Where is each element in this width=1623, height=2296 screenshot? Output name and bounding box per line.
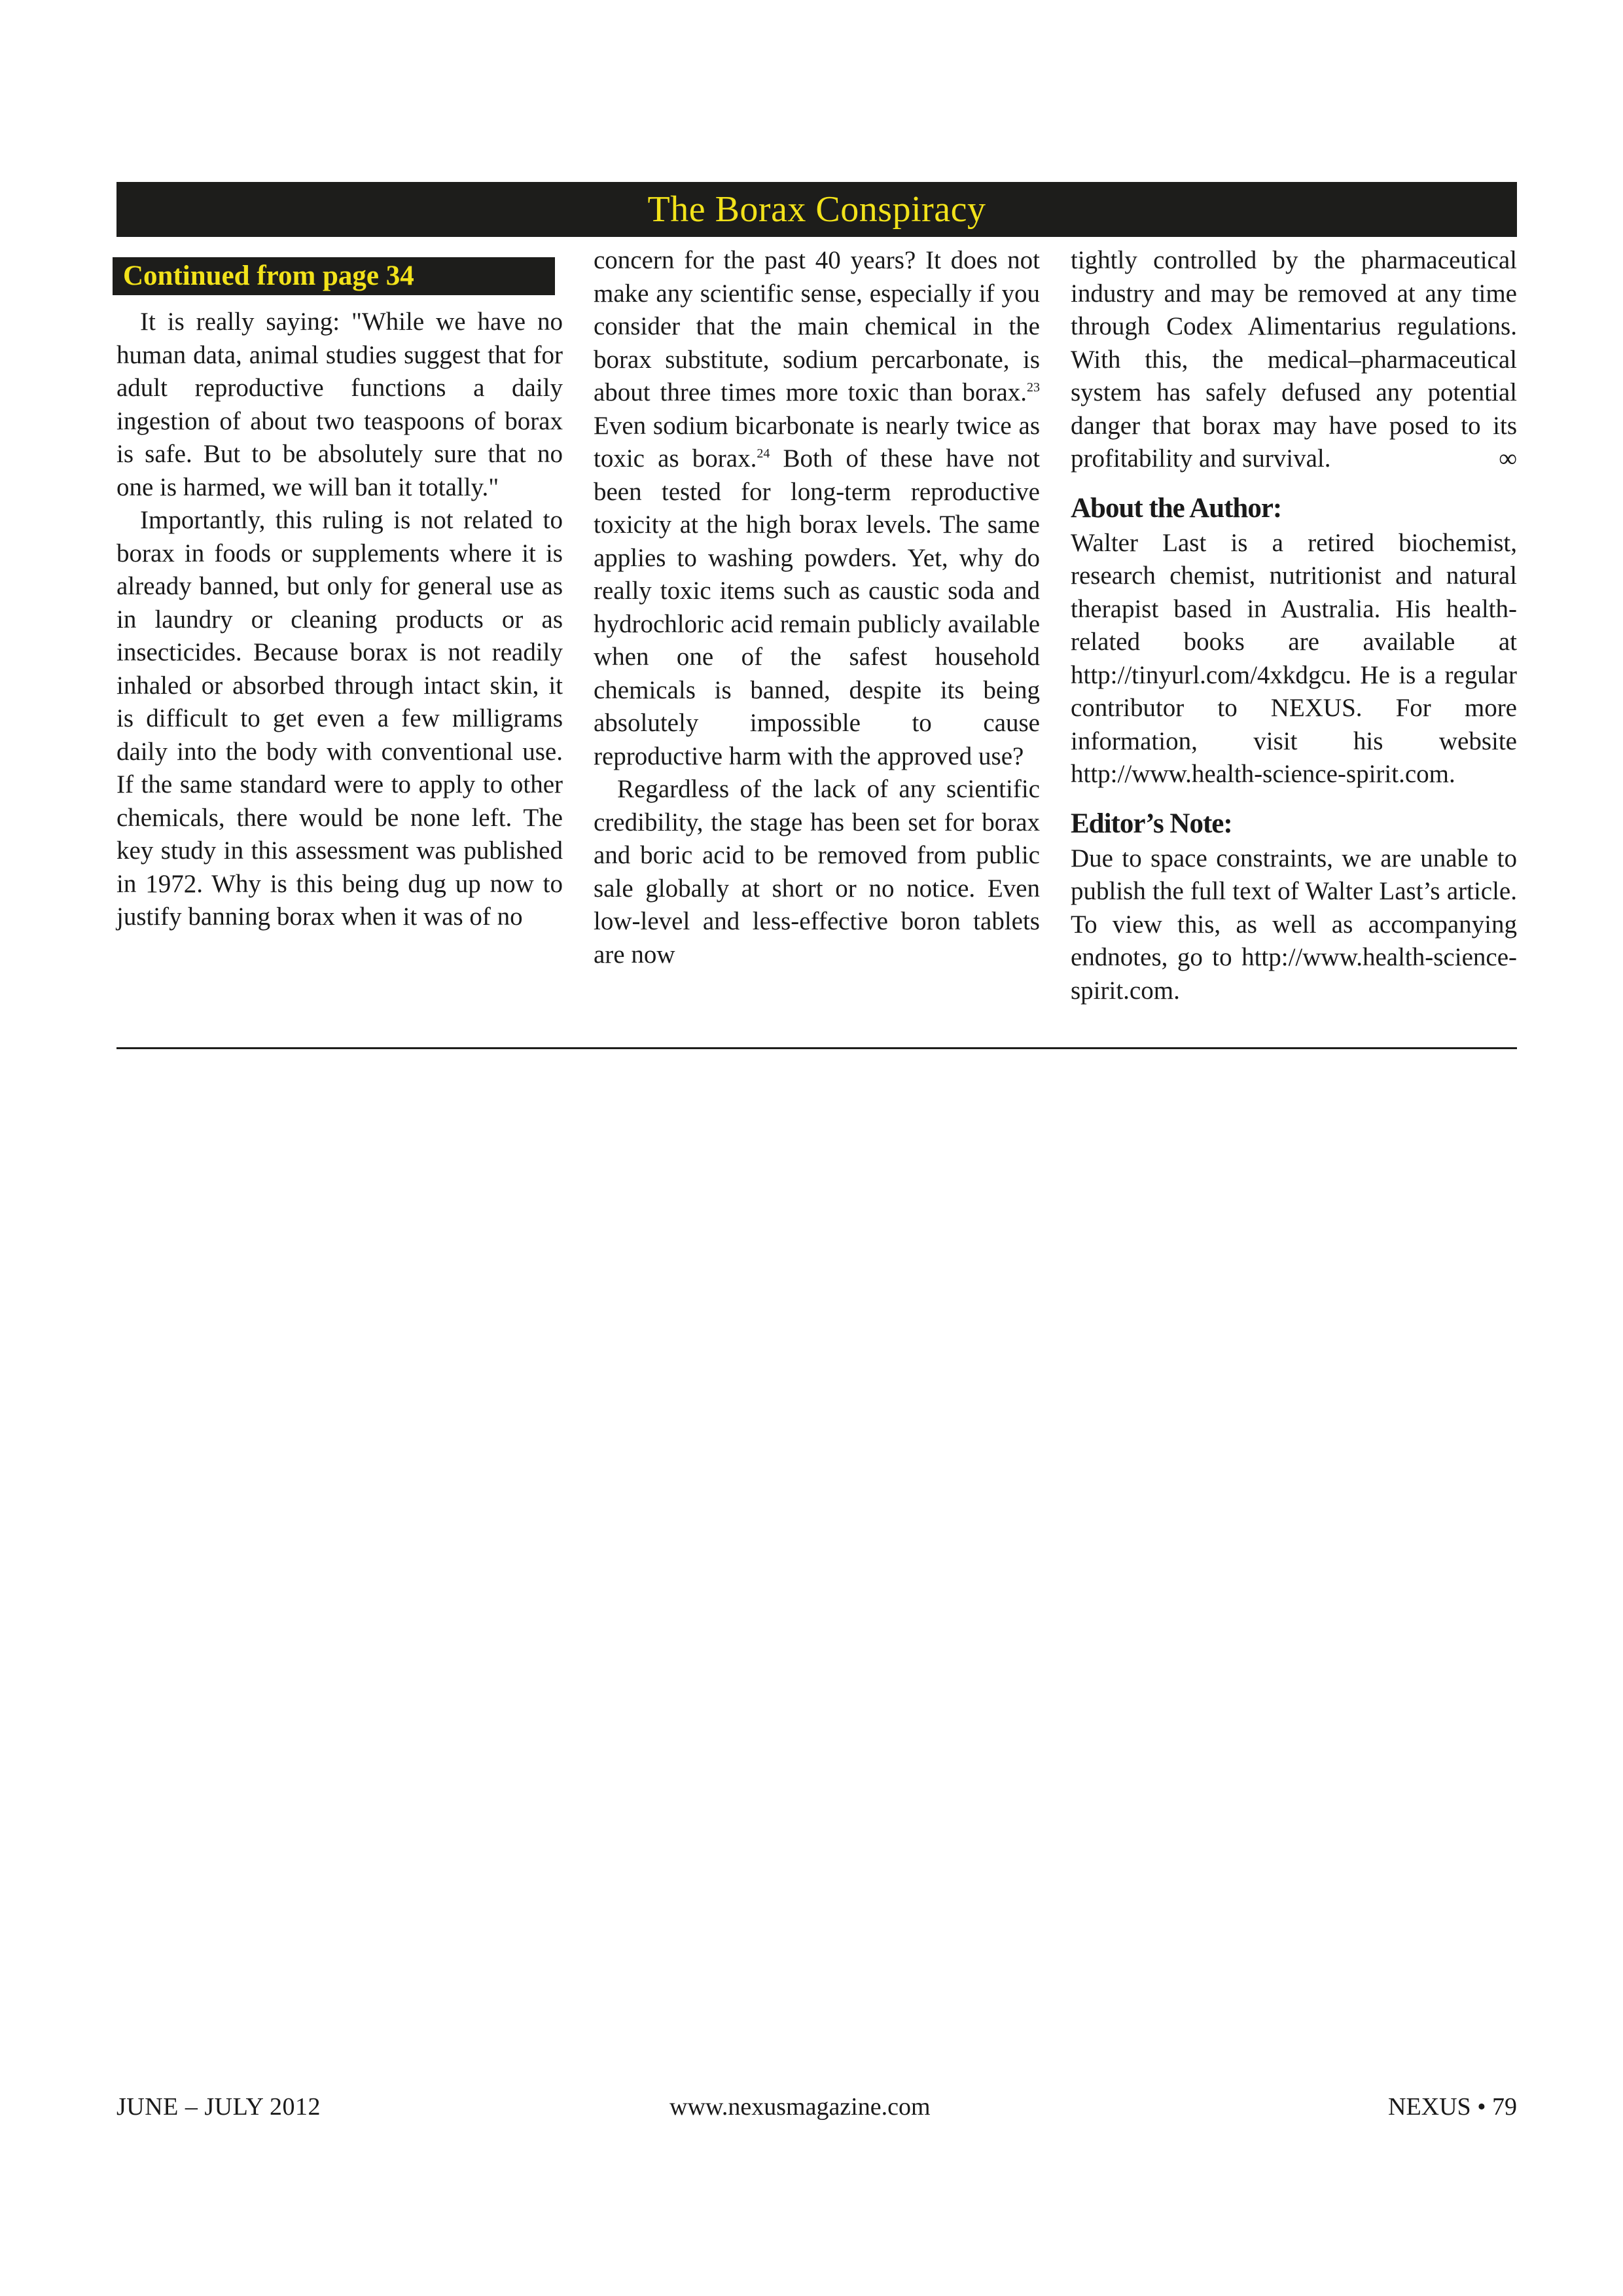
column-1: [116, 244, 563, 934]
column-2-text-a: concern for the past 40 years? It does not make any scientific sense, especially if you consider that the main chemical in the borax substitute, sodium percarbonate, is about three times more toxic than borax.: [594, 246, 1040, 406]
about-author-heading: About the Author:: [1071, 492, 1282, 524]
column-2-paragraph-2: Regardless of the lack of any scientific credibility, the stage has been set for borax and boric acid to be removed from public sale globally at short or no notice. Even low-level and less-effective boron tablets are now: [594, 775, 1040, 969]
article-end-rule: [116, 1047, 1517, 1049]
column-2: [594, 244, 1040, 971]
column-2-text-b: Even sodium bicarbonate is nearly twice as toxic as borax.: [594, 411, 1040, 473]
article-columns: [116, 244, 1517, 1043]
column-2-paragraph-1: [594, 244, 1040, 773]
column-1-paragraph-2: Importantly, this ruling is not related to borax in foods or supplements where it is already banned, but only for general use as in laundry or cleaning products or as insecticides. Because borax is not readily inhaled or absorbed through intact skin, it is difficult to get even a few milligrams daily into the body with conventional use. If the same standard were to apply to other chemicals, there would be none left. The key study in this assessment was published in 1972. Why is this being dug up now to justify banning borax when it was of no: [116, 506, 563, 931]
footer-issue-date: JUNE – JULY 2012: [116, 2093, 321, 2121]
column-2-text-c: Both of these have not been tested for long-term reproductive toxicity at the high borax levels. The same applies to washing powders. Yet, why do really toxic items such as caustic soda and hydrochloric acid remain publicly available when one of the safest household chemicals is banned, despite its being absolutely impossible to cause reproductive harm with the approved use?: [594, 444, 1040, 770]
end-of-article-mark: ∞: [1499, 444, 1517, 473]
footer-page-number: NEXUS • 79: [1388, 2093, 1517, 2121]
editors-note-text: Due to space constraints, we are unable to publish the full text of Walter Last’s article. To view this, as well as accompanying endnotes, go to http://www.health-science-spirit.com.: [1071, 844, 1517, 1005]
footer-website: www.nexusmagazine.com: [669, 2093, 931, 2121]
editors-note-heading: Editor’s Note:: [1071, 808, 1232, 839]
column-3-paragraph-1: [1071, 244, 1517, 476]
article-title: The Borax Conspiracy: [647, 189, 986, 230]
about-author-text: Walter Last is a retired biochemist, research chemist, nutritionist and natural therapist based in Australia. His health-related books are available at http://tinyurl.com/4xkdgcu. He is a regular contributor to NEXUS. For more information, visit his website http://www.health-science-spirit.com.: [1071, 528, 1517, 788]
article-title-bar: [116, 182, 1517, 237]
continued-from-label: Continued from page 34: [113, 257, 555, 295]
column-3-text: tightly controlled by the pharmaceutical industry and may be removed at any time through Codex Alimentarius regulations. With this, the medical–pharmaceutical system has safely defused any potential danger that borax may have posed to its profitability and survival.: [1071, 246, 1517, 473]
column-1-paragraph-1: It is really saying: "While we have no human data, animal studies suggest that for adult reproductive functions a daily ingestion of about two teaspoons of borax is safe. But to be absolutely sure that no one is harmed, we will ban it totally.": [116, 308, 563, 501]
endnote-ref-23: 23: [1027, 380, 1040, 395]
column-3: [1071, 244, 1517, 1007]
endnote-ref-24: 24: [757, 446, 770, 461]
